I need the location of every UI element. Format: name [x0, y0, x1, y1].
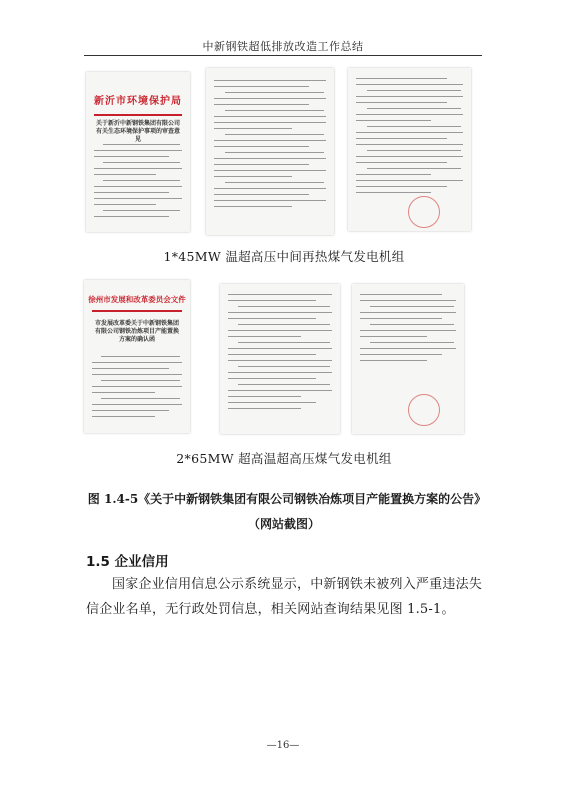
- document-thumbnail-4: [84, 280, 190, 433]
- red-rule: [92, 310, 182, 312]
- running-header: 中新钢铁超低排放改造工作总结: [202, 40, 364, 53]
- document-thumbnail-2: [206, 68, 334, 235]
- body-paragraph: 国家企业信用信息公示系统显示，中新钢铁未被列入严重违法失信企业名单，无行政处罚信息，相关网站查询结果见图 1.5-1。: [86, 577, 482, 617]
- red-rule: [94, 114, 182, 116]
- header-rule: [84, 55, 482, 56]
- figure-caption-row-1: 1*45MW 温超高压中间再热煤气发电机组: [163, 249, 405, 264]
- text-lines: [360, 294, 456, 366]
- figure-title: 图 1.4-5《关于中新钢铁集团有限公司钢铁冶炼项目产能置换方案的公告》（网站截图）: [87, 492, 481, 531]
- page-number: —16—: [266, 740, 300, 751]
- thumbnail-red-heading: 新沂市环境保护局: [94, 96, 182, 107]
- text-lines: [94, 144, 182, 222]
- official-seal: [408, 394, 440, 426]
- section-heading: 1.5 企业信用: [86, 554, 169, 570]
- official-seal: [408, 196, 440, 228]
- thumbnail-subtitle: 关于新沂中新钢铁集团有限公司有关生态环境保护事项的审查意见: [96, 120, 181, 143]
- text-lines: [92, 356, 182, 422]
- thumbnail-subtitle: 市发展改革委关于中新钢铁集团有限公司钢铁冶炼项目产能置换方案的确认函: [94, 320, 179, 343]
- document-thumbnail-1: [86, 72, 190, 232]
- text-lines: [228, 294, 332, 414]
- text-lines: [356, 78, 463, 198]
- thumbnail-red-heading: 徐州市发展和改革委员会文件: [88, 295, 186, 304]
- text-lines: [214, 80, 326, 212]
- document-thumbnail-6: [352, 284, 464, 434]
- document-thumbnail-3: [348, 68, 471, 231]
- document-thumbnail-5: [220, 284, 340, 434]
- figure-caption-row-2: 2*65MW 超高温超高压煤气发电机组: [176, 451, 392, 466]
